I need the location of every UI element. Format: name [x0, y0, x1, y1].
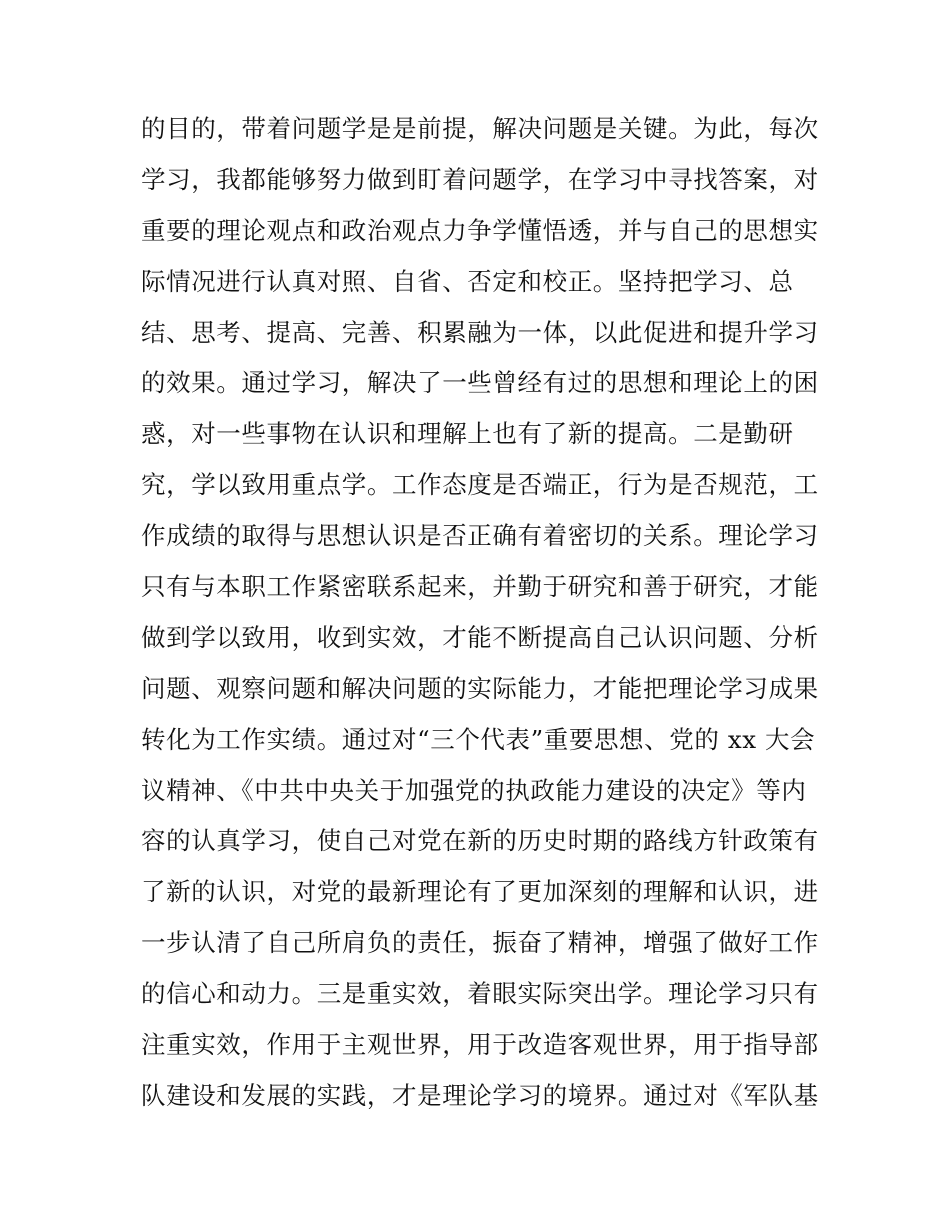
text-line: 作成绩的取得与思想认识是否正确有着密切的关系。理论学习 — [141, 521, 819, 551]
text-line: 的效果。通过学习，解决了一些曾经有过的思想和理论上的困 — [141, 368, 819, 398]
text-line: 的目的，带着问题学是是前提，解决问题是关键。为此，每次 — [141, 114, 819, 143]
text-line: 只有与本职工作紧密联系起来，并勤于研究和善于研究，才能 — [141, 572, 819, 602]
text-line: 惑，对一些事物在认识和理解上也有了新的提高。二是勤研 — [141, 419, 794, 449]
text-line: 议精神、《中共中央关于加强党的执政能力建设的决定》等内 — [141, 775, 807, 805]
text-line: 结、思考、提高、完善、积累融为一体，以此促进和提升学习 — [141, 317, 819, 347]
text-line: 队建设和发展的实践，才是理论学习的境界。通过对《军队基 — [141, 1080, 819, 1110]
text-line: 重要的理论观点和政治观点力争学懂悟透，并与自己的思想实 — [141, 215, 819, 245]
text-line: 的信心和动力。三是重实效，着眼实际突出学。理论学习只有 — [141, 979, 819, 1009]
text-line: 际情况进行认真对照、自省、否定和校正。坚持把学习、总 — [141, 266, 794, 296]
text-line: 注重实效，作用于主观世界，用于改造客观世界，用于指导部 — [141, 1030, 819, 1060]
text-line: 究，学以致用重点学。工作态度是否端正，行为是否规范，工 — [141, 470, 819, 500]
body-text — [141, 104, 821, 1122]
text-line: 做到学以致用，收到实效，才能不断提高自己认识问题、分析 — [141, 622, 819, 652]
text-line: 学习，我都能够努力做到盯着问题学，在学习中寻找答案，对 — [141, 164, 819, 194]
text-line: 一步认清了自己所肩负的责任，振奋了精神，增强了做好工作 — [141, 928, 819, 958]
text-line: 问题、观察问题和解决问题的实际能力，才能把理论学习成果 — [141, 673, 819, 703]
text-line: 容的认真学习，使自己对党在新的历史时期的路线方针政策有 — [141, 826, 819, 856]
text-line: 了新的认识，对党的最新理论有了更加深刻的理解和认识，进 — [141, 877, 819, 907]
text-line: 转化为工作实绩。通过对“三个代表”重要思想、党的 xx 大会 — [141, 724, 816, 754]
